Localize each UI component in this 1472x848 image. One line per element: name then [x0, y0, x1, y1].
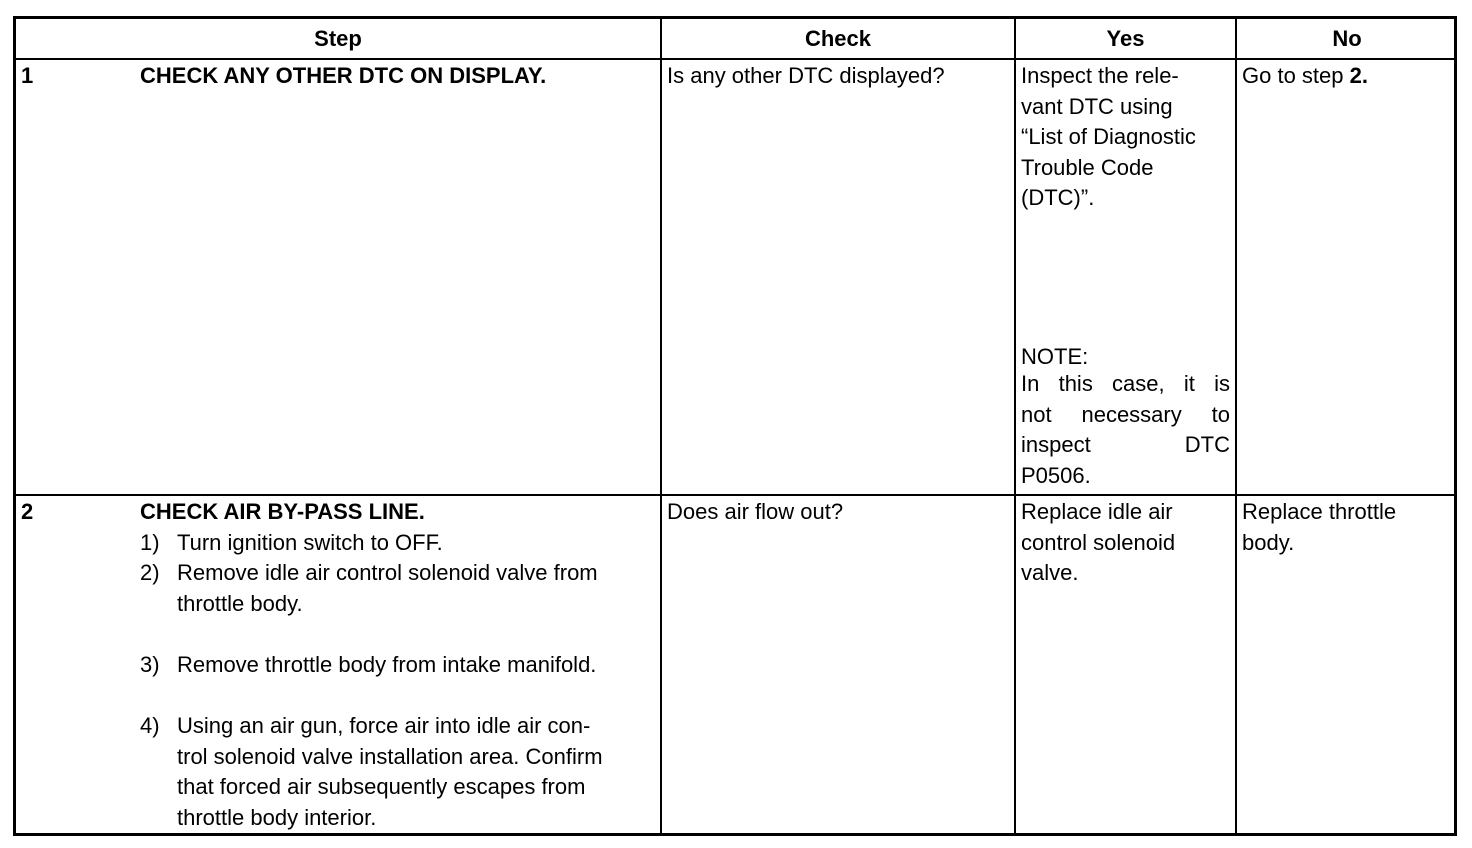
- substep-text: that forced air subsequently escapes from: [177, 774, 586, 799]
- row-1-yes-line: Inspect the rele-: [1021, 63, 1179, 88]
- substep-number: 2): [140, 560, 160, 585]
- row-2-title: CHECK AIR BY-PASS LINE.: [140, 499, 425, 524]
- row-1-number: 1: [21, 63, 34, 88]
- row-2-no-line: body.: [1242, 529, 1295, 555]
- row-2-yes-line: control solenoid: [1021, 529, 1176, 555]
- substep-text: throttle body.: [177, 590, 303, 616]
- row-1-yes-line: “List of Diagnostic: [1021, 124, 1196, 149]
- row-1-note-line: inspect DTC: [1021, 432, 1230, 457]
- substep-text: Remove idle air control solenoid valve from: [177, 560, 598, 585]
- substep: [140, 711, 660, 833]
- header-no: No: [1332, 26, 1362, 51]
- row-1-no-step-ref: 2.: [1349, 63, 1368, 88]
- row-1-note-line: In this case, it is: [1021, 371, 1230, 396]
- header-step: Step: [314, 26, 362, 51]
- row-2-number: 2: [21, 499, 34, 524]
- row-2-yes-line: Replace idle air: [1021, 499, 1173, 524]
- substep-text: Using an air gun, force air into idle air con-: [177, 713, 591, 738]
- col-divider-yes-no: [1235, 19, 1237, 833]
- diagnostic-table: [13, 16, 1457, 836]
- row-1-check: Is any other DTC displayed?: [667, 63, 945, 88]
- row-1-yes-line: vant DTC using: [1021, 93, 1173, 119]
- row-1-yes-line: Trouble Code: [1021, 154, 1154, 180]
- substep: [140, 650, 660, 681]
- substep-text: trol solenoid valve installation area. Confirm: [177, 743, 603, 769]
- substep-number: 3): [140, 651, 160, 677]
- header-yes: Yes: [1106, 26, 1145, 51]
- row-1-no-prefix: Go to step: [1242, 63, 1350, 88]
- row-1-no: [1242, 61, 1368, 92]
- col-divider-check-yes: [1014, 19, 1016, 833]
- row-1-note-label: NOTE:: [1021, 344, 1089, 369]
- row-2-yes-line: valve.: [1021, 560, 1079, 585]
- substep-text: Turn ignition switch to OFF.: [177, 529, 443, 555]
- row-1-yes-line: (DTC)”.: [1021, 185, 1095, 210]
- row-2-no-line: Replace throttle: [1242, 499, 1397, 524]
- substep-number: 4): [140, 713, 160, 738]
- substep-text: Remove throttle body from intake manifold.: [177, 651, 597, 677]
- header-check: Check: [804, 26, 872, 51]
- row-1-note-line: P0506.: [1021, 462, 1091, 488]
- row-1-title: CHECK ANY OTHER DTC ON DISPLAY.: [140, 63, 547, 88]
- row-2-check: Does air flow out?: [667, 499, 844, 524]
- substep: [140, 558, 660, 619]
- substep-text: throttle body interior.: [177, 804, 377, 830]
- col-divider-step-check: [660, 19, 662, 833]
- substep-number: 1): [140, 529, 160, 555]
- substep: [140, 528, 660, 559]
- row-1-note-line: not necessary to: [1021, 401, 1230, 427]
- row-divider: [16, 494, 1454, 496]
